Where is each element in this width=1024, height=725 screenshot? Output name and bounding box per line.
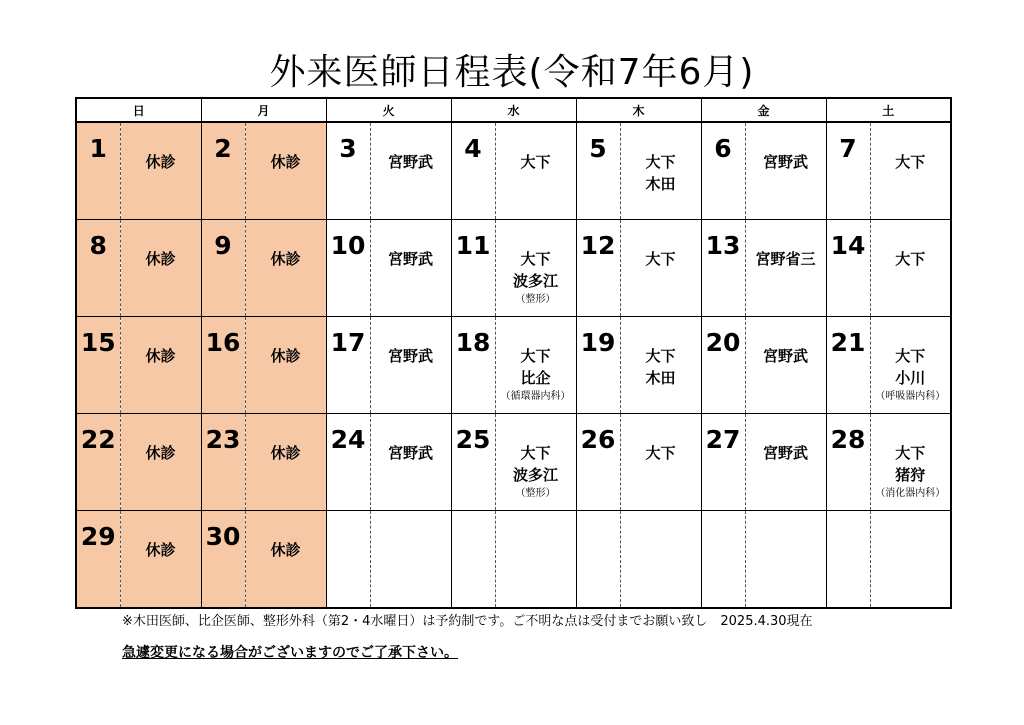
weekday-header: 火	[326, 98, 451, 122]
doctor-list	[496, 123, 576, 173]
day-number: 7	[839, 134, 857, 163]
weekday-header: 月	[201, 98, 326, 122]
doctor-list	[246, 414, 326, 464]
doctor-list	[871, 414, 951, 501]
doctor-cell	[120, 122, 201, 220]
doctor-cell	[245, 220, 326, 317]
day-number: 9	[214, 231, 232, 260]
day-number-cell	[76, 220, 120, 317]
day-number: 6	[714, 134, 732, 163]
doctor-cell	[620, 220, 701, 317]
day-number	[327, 511, 370, 523]
day-number: 17	[330, 328, 366, 357]
doctor-cell	[120, 511, 201, 609]
doctor-list	[371, 511, 451, 539]
day-number: 8	[89, 231, 107, 260]
doctor-list	[371, 123, 451, 173]
closed-label: 休診	[145, 541, 176, 559]
day-number-cell	[576, 220, 620, 317]
day-number: 29	[80, 522, 116, 551]
doctor-list	[371, 414, 451, 464]
day-number-cell	[201, 220, 245, 317]
doctor-name: 大下	[520, 444, 551, 462]
doctor-list	[871, 317, 951, 404]
doctor-cell	[120, 414, 201, 511]
day-number: 26	[580, 425, 616, 454]
doctor-cell	[245, 317, 326, 414]
day-number-cell	[701, 122, 745, 220]
doctor-name: 大下	[895, 347, 926, 365]
doctor-cell	[870, 511, 951, 609]
day-number-cell	[576, 122, 620, 220]
doctor-name: 波多江	[512, 466, 558, 484]
doctor-name: 猪狩	[895, 466, 926, 484]
doctor-name: 大下	[520, 153, 551, 171]
doctor-name: 宮野武	[387, 153, 433, 171]
day-number-cell	[826, 511, 870, 609]
day-number: 2	[214, 134, 232, 163]
doctor-name: 比企	[520, 369, 551, 387]
day-number: 12	[580, 231, 616, 260]
doctor-cell	[620, 317, 701, 414]
day-number-cell	[701, 317, 745, 414]
day-number: 16	[205, 328, 241, 357]
doctor-cell	[620, 414, 701, 511]
day-number-cell	[701, 220, 745, 317]
day-number: 5	[589, 134, 607, 163]
day-number: 13	[705, 231, 741, 260]
doctor-list	[371, 317, 451, 367]
doctor-cell	[495, 317, 576, 414]
doctor-cell	[870, 317, 951, 414]
week-row	[76, 317, 951, 414]
doctor-cell	[745, 220, 826, 317]
day-number-cell	[451, 122, 495, 220]
day-number-cell	[201, 511, 245, 609]
doctor-list	[746, 317, 826, 367]
day-number: 14	[830, 231, 866, 260]
day-number-cell	[76, 414, 120, 511]
day-number-cell	[451, 511, 495, 609]
doctor-cell	[745, 122, 826, 220]
doctor-cell	[495, 414, 576, 511]
day-number: 19	[580, 328, 616, 357]
doctor-name: 宮野省三	[755, 250, 816, 268]
doctor-list	[871, 123, 951, 173]
day-number-cell	[76, 317, 120, 414]
doctor-list	[496, 511, 576, 539]
doctor-name: 大下	[895, 153, 926, 171]
doctor-cell	[370, 317, 451, 414]
closed-label: 休診	[270, 541, 301, 559]
doctor-list	[246, 317, 326, 367]
day-number: 24	[330, 425, 366, 454]
doctor-name: 大下	[645, 444, 676, 462]
day-number	[827, 511, 870, 523]
doctor-cell	[370, 511, 451, 609]
doctor-cell	[495, 122, 576, 220]
doctor-cell	[495, 511, 576, 609]
day-number: 10	[330, 231, 366, 260]
doctor-list	[121, 317, 201, 367]
doctor-list	[246, 220, 326, 270]
doctor-name: 宮野武	[762, 153, 808, 171]
day-number-cell	[201, 317, 245, 414]
week-row	[76, 122, 951, 220]
day-number-cell	[326, 122, 370, 220]
doctor-name: 木田	[645, 369, 676, 387]
closed-label: 休診	[145, 347, 176, 365]
doctor-list	[121, 123, 201, 173]
doctor-list	[496, 317, 576, 404]
closed-label: 休診	[145, 250, 176, 268]
day-number-cell	[451, 317, 495, 414]
day-number: 18	[455, 328, 491, 357]
doctor-name: 大下	[645, 153, 676, 171]
schedule-calendar	[75, 97, 952, 609]
doctor-name: 大下	[645, 347, 676, 365]
day-number-cell	[201, 414, 245, 511]
doctor-name: 宮野武	[762, 444, 808, 462]
day-number	[577, 511, 620, 523]
day-number-cell	[76, 122, 120, 220]
doctor-cell	[620, 122, 701, 220]
day-number-cell	[576, 414, 620, 511]
week-row	[76, 414, 951, 511]
day-number: 27	[705, 425, 741, 454]
doctor-list	[496, 414, 576, 501]
doctor-name: 大下	[895, 444, 926, 462]
weekday-header: 水	[451, 98, 576, 122]
closed-label: 休診	[145, 444, 176, 462]
day-number-cell	[576, 317, 620, 414]
doctor-list	[121, 511, 201, 561]
change-notice: 急遽変更になる場合がございますのでご了承下さい。	[122, 645, 458, 661]
doctor-list	[371, 220, 451, 270]
day-number-cell	[326, 511, 370, 609]
day-number-cell	[826, 414, 870, 511]
doctor-cell	[245, 511, 326, 609]
doctor-name: 木田	[645, 175, 676, 193]
doctor-list	[746, 414, 826, 464]
doctor-cell	[620, 511, 701, 609]
doctor-name: 大下	[520, 250, 551, 268]
doctor-cell	[870, 414, 951, 511]
doctor-name: 宮野武	[387, 444, 433, 462]
doctor-name: 大下	[645, 250, 676, 268]
closed-label: 休診	[270, 444, 301, 462]
doctor-cell	[245, 414, 326, 511]
day-number-cell	[576, 511, 620, 609]
day-number-cell	[201, 122, 245, 220]
day-number: 11	[455, 231, 491, 260]
day-number: 30	[205, 522, 241, 551]
closed-label: 休診	[270, 153, 301, 171]
doctor-list	[746, 511, 826, 539]
doctor-cell	[745, 317, 826, 414]
doctor-list	[246, 123, 326, 173]
doctor-list	[621, 511, 701, 539]
department-note: （整形）	[515, 488, 556, 499]
doctor-cell	[370, 414, 451, 511]
day-number-cell	[76, 511, 120, 609]
doctor-list	[121, 220, 201, 270]
department-note: （循環器内科）	[500, 391, 571, 402]
weekday-header: 金	[701, 98, 826, 122]
closed-label: 休診	[270, 250, 301, 268]
day-number-cell	[826, 220, 870, 317]
day-number-cell	[451, 220, 495, 317]
day-number: 21	[830, 328, 866, 357]
department-note: （整形）	[515, 294, 556, 305]
weekday-header: 土	[826, 98, 951, 122]
day-number: 1	[89, 134, 107, 163]
day-number-cell	[701, 511, 745, 609]
doctor-list	[746, 123, 826, 173]
weekday-header: 木	[576, 98, 701, 122]
day-number: 25	[455, 425, 491, 454]
department-note: （呼吸器内科）	[875, 391, 946, 402]
day-number-cell	[326, 317, 370, 414]
doctor-cell	[745, 511, 826, 609]
doctor-list	[621, 220, 701, 270]
doctor-cell	[120, 220, 201, 317]
week-row	[76, 511, 951, 609]
doctor-name: 宮野武	[387, 250, 433, 268]
page-title: 外来医師日程表(令和7年6月)	[269, 52, 755, 93]
day-number: 23	[205, 425, 241, 454]
doctor-name: 波多江	[512, 272, 558, 290]
week-row	[76, 220, 951, 317]
day-number-cell	[326, 220, 370, 317]
calendar-body	[76, 122, 951, 608]
closed-label: 休診	[270, 347, 301, 365]
weekday-header-row	[76, 98, 951, 122]
doctor-name: 小川	[895, 369, 926, 387]
day-number-cell	[701, 414, 745, 511]
day-number: 15	[80, 328, 116, 357]
doctor-list	[871, 511, 951, 539]
doctor-list	[746, 220, 826, 270]
day-number	[452, 511, 495, 523]
day-number-cell	[826, 317, 870, 414]
day-number-cell	[451, 414, 495, 511]
day-number: 22	[80, 425, 116, 454]
day-number: 20	[705, 328, 741, 357]
doctor-list	[621, 123, 701, 195]
day-number: 28	[830, 425, 866, 454]
doctor-cell	[245, 122, 326, 220]
footnote: ※木田医師、比企医師、整形外科（第2・4水曜日）は予約制です。ご不明な点は受付までお願い致し 2025.4.30現在	[122, 614, 813, 629]
doctor-name: 大下	[520, 347, 551, 365]
doctor-cell	[745, 414, 826, 511]
doctor-cell	[370, 122, 451, 220]
doctor-name: 宮野武	[762, 347, 808, 365]
doctor-list	[121, 414, 201, 464]
day-number-cell	[326, 414, 370, 511]
day-number: 3	[339, 134, 357, 163]
day-number-cell	[826, 122, 870, 220]
doctor-name: 宮野武	[387, 347, 433, 365]
doctor-cell	[120, 317, 201, 414]
weekday-header: 日	[76, 98, 201, 122]
doctor-cell	[870, 220, 951, 317]
doctor-cell	[495, 220, 576, 317]
doctor-cell	[870, 122, 951, 220]
day-number: 4	[464, 134, 482, 163]
doctor-list	[496, 220, 576, 307]
doctor-list	[621, 414, 701, 464]
doctor-list	[871, 220, 951, 270]
closed-label: 休診	[145, 153, 176, 171]
department-note: （消化器内科）	[875, 488, 946, 499]
doctor-list	[246, 511, 326, 561]
day-number	[702, 511, 745, 523]
doctor-list	[621, 317, 701, 389]
doctor-cell	[370, 220, 451, 317]
doctor-name: 大下	[895, 250, 926, 268]
